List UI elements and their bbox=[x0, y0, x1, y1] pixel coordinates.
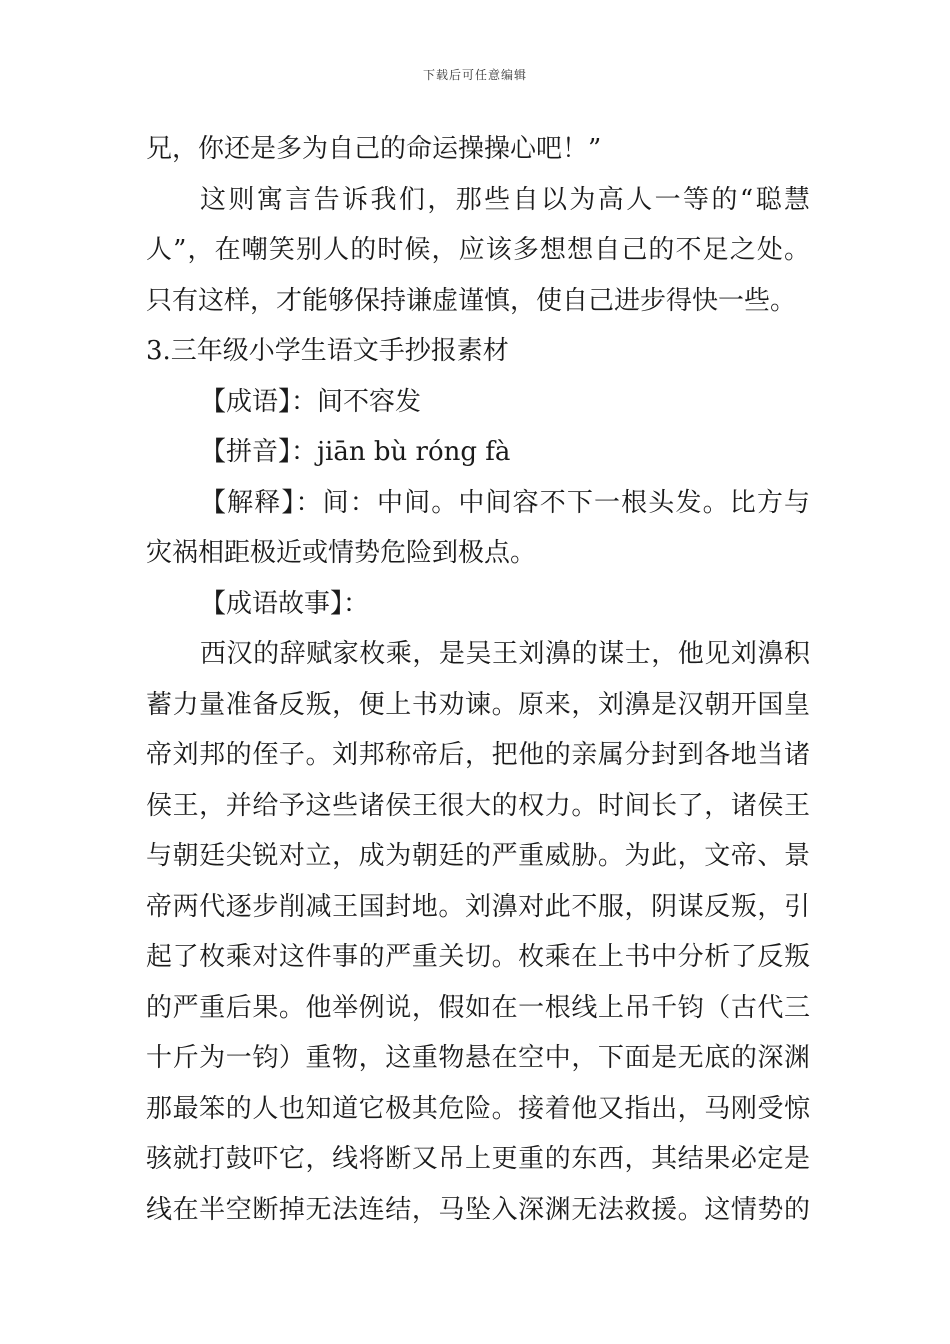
story-line: 与朝廷尖锐对立，成为朝廷的严重威胁。为此，文帝、景 bbox=[146, 841, 810, 871]
story-line: 西汉的辞赋家枚乘，是吴王刘濞的谋士，他见刘濞积 bbox=[200, 639, 810, 669]
explanation-line: 【解释】：间：中间。中间容不下一根头发。比方与 bbox=[200, 487, 810, 518]
page-header: 下载后可任意编辑 bbox=[422, 68, 527, 82]
text-line: 兄，你还是多为自己的命运操操心吧！” bbox=[146, 134, 602, 164]
document-body bbox=[146, 124, 810, 1235]
text-line: 人”，在嘲笑别人的时候，应该多想想自己的不足之处。 bbox=[146, 235, 810, 265]
story-line: 侯王，并给予这些诸侯王很大的权力。时间长了，诸侯王 bbox=[146, 790, 810, 821]
story-line: 蓄力量准备反叛，便上书劝谏。原来，刘濞是汉朝开国皇 bbox=[146, 689, 810, 720]
pinyin-line: 【拼音】：jiān bù róng fà bbox=[200, 437, 511, 467]
story-line: 起了枚乘对这件事的严重关切。枚乘在上书中分析了反叛 bbox=[146, 942, 810, 972]
story-heading: 【成语故事】： bbox=[200, 588, 370, 619]
story-line: 骇就打鼓吓它，线将断又吊上更重的东西，其结果必定是 bbox=[146, 1144, 810, 1174]
text-line: 这则寓言告诉我们，那些自以为高人一等的“聪慧 bbox=[200, 184, 810, 215]
story-line: 帝刘邦的侄子。刘邦称帝后，把他的亲属分封到各地当诸 bbox=[146, 740, 810, 770]
story-line: 帝两代逐步削减王国封地。刘濞对此不服，阴谋反叛，引 bbox=[146, 891, 810, 922]
story-line: 的严重后果。他举例说，假如在一根线上吊千钧（古代三 bbox=[146, 992, 810, 1023]
story-line: 线在半空断掉无法连结，马坠入深渊无法救援。这情势的 bbox=[146, 1194, 810, 1225]
story-line: 十斤为一钧）重物，这重物悬在空中，下面是无底的深渊 bbox=[146, 1043, 810, 1073]
text-line: 只有这样，才能够保持谦虚谨慎，使自己进步得快一些。 bbox=[146, 285, 797, 316]
section-heading: 3.三年级小学生语文手抄报素材 bbox=[146, 336, 509, 366]
story-line: 那最笨的人也知道它极其危险。接着他又指出，马刚受惊 bbox=[146, 1093, 810, 1124]
explanation-line: 灾祸相距极近或情势危险到极点。 bbox=[146, 538, 537, 568]
idiom-line: 【成语】：间不容发 bbox=[200, 386, 422, 417]
